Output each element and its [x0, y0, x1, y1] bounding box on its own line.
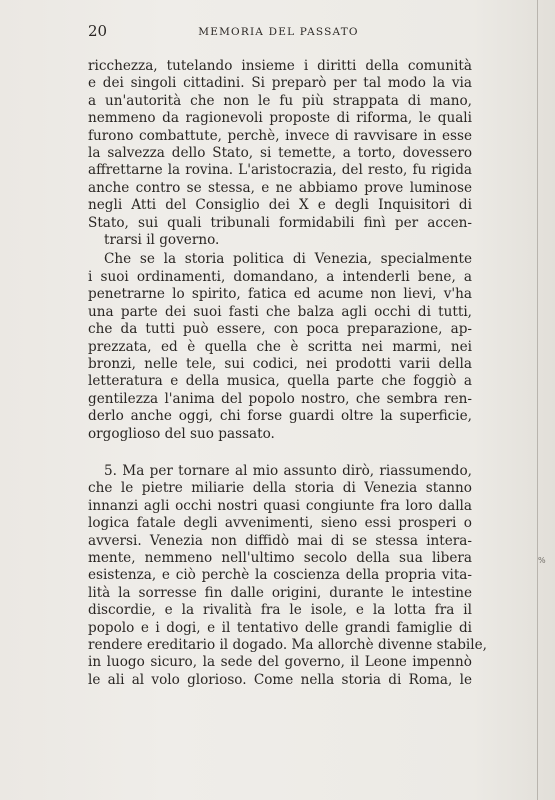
- text-line: popolo e i dogi, e il tentativo delle grandi famiglie di: [88, 619, 472, 636]
- text-line: bronzi, nelle tele, sui codici, nei prodotti varii della: [88, 355, 472, 372]
- text-line: rendere ereditario il dogado. Ma allorchè divenne stabile,: [88, 637, 487, 653]
- page-body: [88, 58, 487, 689]
- text-line: 5. Ma per tornare al mio assunto dirò, riassumendo,: [104, 462, 472, 479]
- text-line: prezzata, ed è quella che è scritta nei marmi, nei: [88, 338, 472, 355]
- running-title: MEMORIA DEL PASSATO: [198, 26, 359, 38]
- text-line: esistenza, e ciò perchè la coscienza della propria vita-: [88, 567, 472, 584]
- text-line: logica fatale degli avvenimenti, sieno essi prosperi o: [88, 515, 472, 532]
- margin-mark: %: [538, 556, 546, 565]
- text-line: affrettarne la rovina. L'aristocrazia, del resto, fu rigida: [88, 162, 472, 179]
- text-line: innanzi agli occhi nostri quasi congiunte fra loro dalla: [88, 497, 472, 514]
- paragraph-1: [88, 58, 472, 249]
- text-line: discordie, e la rivalità fra le isole, e la lotta fra il: [88, 602, 472, 619]
- text-line: avversi. Venezia non diffidò mai di se stessa intera-: [88, 532, 472, 549]
- text-line: orgoglioso del suo passato.: [88, 425, 275, 442]
- paragraph-2: [88, 251, 472, 442]
- text-line: che le pietre miliarie della storia di Venezia stanno: [88, 480, 472, 497]
- page-header: [88, 22, 469, 42]
- text-line: le ali al volo glorioso. Come nella storia di Roma, le: [88, 671, 472, 688]
- text-line: negli Atti del Consiglio dei X e degli Inquisitori di: [88, 197, 472, 214]
- text-line: letteratura e della musica, quella parte che foggiò a: [88, 373, 472, 390]
- text-line: che da tutti può essere, con poca preparazione, ap-: [88, 321, 472, 338]
- text-line: anche contro se stessa, e ne abbiamo prove luminose: [88, 179, 472, 196]
- text-line: in luogo sicuro, la sede del governo, il Leone impennò: [88, 654, 472, 671]
- text-line: e dei singoli cittadini. Si preparò per tal modo la via: [88, 75, 472, 92]
- text-line: penetrarne lo spirito, fatica ed acume non lievi, v'ha: [88, 286, 472, 303]
- text-line: la salvezza dello Stato, si temette, a torto, dovessero: [88, 145, 472, 162]
- text-line: i suoi ordinamenti, domandano, a intenderli bene, a: [88, 268, 472, 285]
- text-line: derlo anche oggi, chi forse guardi oltre la superficie,: [88, 408, 472, 425]
- text-line: trarsi il governo.: [104, 232, 220, 249]
- text-line: Stato, sui quali tribunali formidabili finì per accen-: [88, 214, 472, 231]
- text-line: mente, nemmeno nell'ultimo secolo della sua libera: [88, 549, 472, 566]
- section-5: [88, 462, 487, 689]
- text-line: gentilezza l'anima del popolo nostro, che sembra ren-: [88, 390, 472, 407]
- text-line: ricchezza, tutelando insieme i diritti della comunità: [88, 58, 472, 74]
- page-edge-line: [537, 0, 538, 800]
- text-line: nemmeno da ragionevoli proposte di riforma, le quali: [88, 110, 472, 127]
- text-line: lità la sorresse fin dalle origini, durante le intestine: [88, 584, 472, 601]
- page-number: 20: [88, 22, 108, 40]
- text-line: Che se la storia politica di Venezia, specialmente: [104, 251, 472, 268]
- text-line: una parte dei suoi fasti che balza agli occhi di tutti,: [88, 303, 472, 320]
- text-line: furono combattute, perchè, invece di ravvisare in esse: [88, 127, 472, 144]
- text-line: a un'autorità che non le fu più strappata di mano,: [88, 92, 472, 109]
